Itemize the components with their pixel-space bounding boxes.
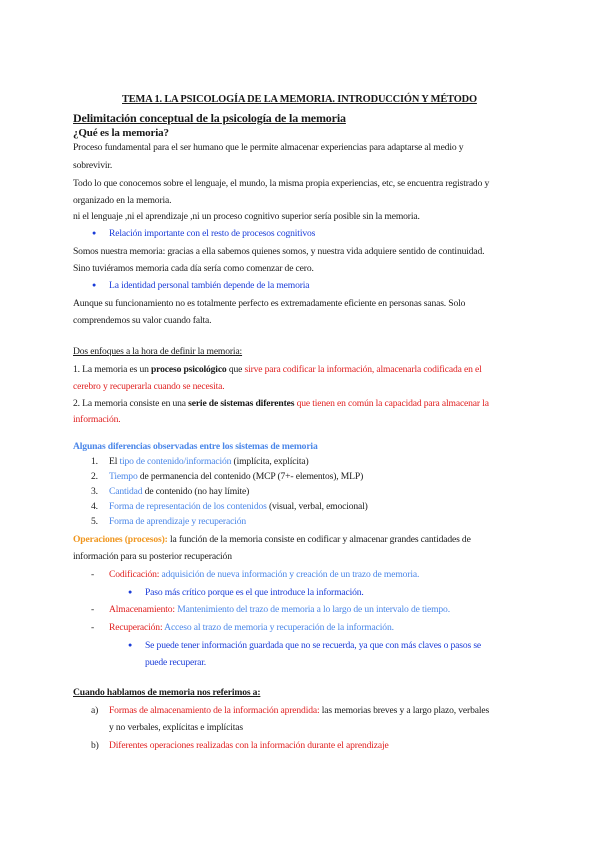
diferencia-text: (implícita, explícita) <box>231 456 309 467</box>
operacion-almacenamiento <box>109 604 450 616</box>
cuando-item-a <box>109 705 489 717</box>
list-number: 1. <box>91 456 98 467</box>
cuando-item-b: Diferentes operaciones realizadas con la información durante el aprendizaje <box>109 740 389 751</box>
operaciones-intro-cont: información para su posterior recuperación <box>73 551 232 562</box>
operacion-sub: Paso más crítico porque es el que introduce la información. <box>145 587 364 598</box>
enfoque-bold: serie de sistemas diferentes <box>188 398 295 409</box>
document-title: TEMA 1. LA PSICOLOGÍA DE LA MEMORIA. INTRODUCCIÓN Y MÉTODO <box>122 94 477 105</box>
enfoque-text: 2. La memoria consiste en una <box>73 398 189 409</box>
operacion-text: Mantenimiento del trazo de memoria a lo largo de un intervalo de tiempo. <box>174 604 450 615</box>
enfoque-text: 1. La memoria es un <box>73 364 151 375</box>
diferencia-highlight: Tiempo <box>109 471 138 482</box>
diferencia-item <box>109 471 363 483</box>
operacion-label: Recuperación: <box>109 622 163 633</box>
list-number: 4. <box>91 501 98 512</box>
cuando-heading: Cuando hablamos de memoria nos referimos a: <box>73 687 261 698</box>
operaciones-intro <box>73 534 471 546</box>
enfoque-red: sirve para codificar la información, almacenarla codificada en el <box>244 364 482 375</box>
paragraph-line: Proceso fundamental para el ser humano que le permite almacenar experiencias para adaptarse al medio y <box>73 142 464 153</box>
paragraph-line: Todo lo que conocemos sobre el lenguaje, el mundo, la misma propia experiencias, etc, se encuentra registrado y <box>73 178 490 189</box>
bullet-icon: ● <box>92 229 97 237</box>
paragraph-line: Aunque su funcionamiento no es totalmente perfecto es extremadamente eficiente en personas sanas. Solo <box>73 298 466 309</box>
enfoque-2-cont: información. <box>73 414 121 425</box>
operacion-label: Almacenamiento: <box>109 604 175 615</box>
diferencia-item <box>109 456 309 468</box>
bullet-item: Relación importante con el resto de procesos cognitivos <box>109 228 316 239</box>
operacion-recuperacion <box>109 622 394 634</box>
diferencia-text: (visual, verbal, emocional) <box>266 501 368 512</box>
operacion-label: Codificación: <box>109 569 160 580</box>
question-que-es-memoria: ¿Qué es la memoria? <box>73 127 169 139</box>
list-number: 3. <box>91 486 98 497</box>
enfoque-bold: proceso psicológico <box>151 364 227 375</box>
dash: - <box>91 622 95 633</box>
paragraph-line: Sino tuviéramos memoria cada día sería como comenzar de cero. <box>73 263 314 274</box>
paragraph-line: Somos nuestra memoria: gracias a ella sabemos quienes somos, y nuestra vida adquiere sentido de continuidad. <box>73 246 485 257</box>
operaciones-text: la función de la memoria consiste en codificar y almacenar grandes cantidades de <box>167 534 471 545</box>
cuando-red: Formas de almacenamiento de la información aprendida: <box>109 705 320 716</box>
enfoque-red: que tienen en común la capacidad para almacenar la <box>294 398 489 409</box>
diferencia-text: de contenido (no hay límite) <box>142 486 250 497</box>
operacion-sub-cont: puede recuperar. <box>145 657 206 668</box>
list-label: b) <box>91 740 99 751</box>
cuando-text: las memorias breves y a largo plazo, verbales <box>319 705 490 716</box>
enfoque-1-cont: cerebro y recuperarla cuando se necesita. <box>73 381 225 392</box>
operaciones-label: Operaciones (procesos): <box>73 534 168 545</box>
diferencia-highlight: Forma de representación de los contenidos <box>109 501 267 512</box>
operacion-text: Acceso al trazo de memoria y recuperación de la información. <box>162 622 394 633</box>
operacion-codificacion <box>109 569 419 581</box>
enfoque-1 <box>73 364 482 376</box>
enfoque-2 <box>73 398 489 410</box>
diferencia-item <box>109 486 249 498</box>
paragraph-line: organizado en la memoria. <box>73 195 172 206</box>
operacion-text: adquisición de nueva información y creación de un trazo de memoria. <box>159 569 420 580</box>
paragraph-line: sobrevivir. <box>73 160 113 171</box>
diferencia-highlight: tipo de contenido/información <box>119 456 232 467</box>
diferencias-heading: Algunas diferencias observadas entre los sistemas de memoria <box>73 441 318 452</box>
section-heading-delimitacion: Delimitación conceptual de la psicología de la memoria <box>73 111 346 125</box>
bullet-icon: ● <box>128 641 133 649</box>
dash: - <box>91 604 95 615</box>
paragraph-line: comprendemos su valor cuando falta. <box>73 315 212 326</box>
dash: - <box>91 569 95 580</box>
diferencia-item <box>109 501 368 513</box>
paragraph-line: ni el lenguaje ,ni el aprendizaje ,ni un proceso cognitivo superior sería posible sin la memoria. <box>73 211 420 222</box>
list-label: a) <box>91 705 99 716</box>
operacion-sub: Se puede tener información guardada que no se recuerda, ya que con más claves o pasos se <box>145 640 482 651</box>
list-number: 5. <box>91 516 98 527</box>
diferencia-highlight: Cantidad <box>109 486 143 497</box>
diferencia-text: de permanencia del contenido (MCP (7+- elementos), MLP) <box>137 471 364 482</box>
cuando-item-a-cont: y no verbales, explícitas e implícitas <box>109 722 243 733</box>
bullet-icon: ● <box>92 281 97 289</box>
diferencia-highlight: Forma de aprendizaje y recuperación <box>109 516 246 527</box>
list-number: 2. <box>91 471 98 482</box>
bullet-item: La identidad personal también depende de la memoria <box>109 280 310 291</box>
diferencia-item <box>109 516 246 528</box>
diferencia-text: El <box>109 456 120 467</box>
bullet-icon: ● <box>128 588 133 596</box>
enfoques-heading: Dos enfoques a la hora de definir la memoria: <box>73 346 243 357</box>
enfoque-text: que <box>226 364 245 375</box>
